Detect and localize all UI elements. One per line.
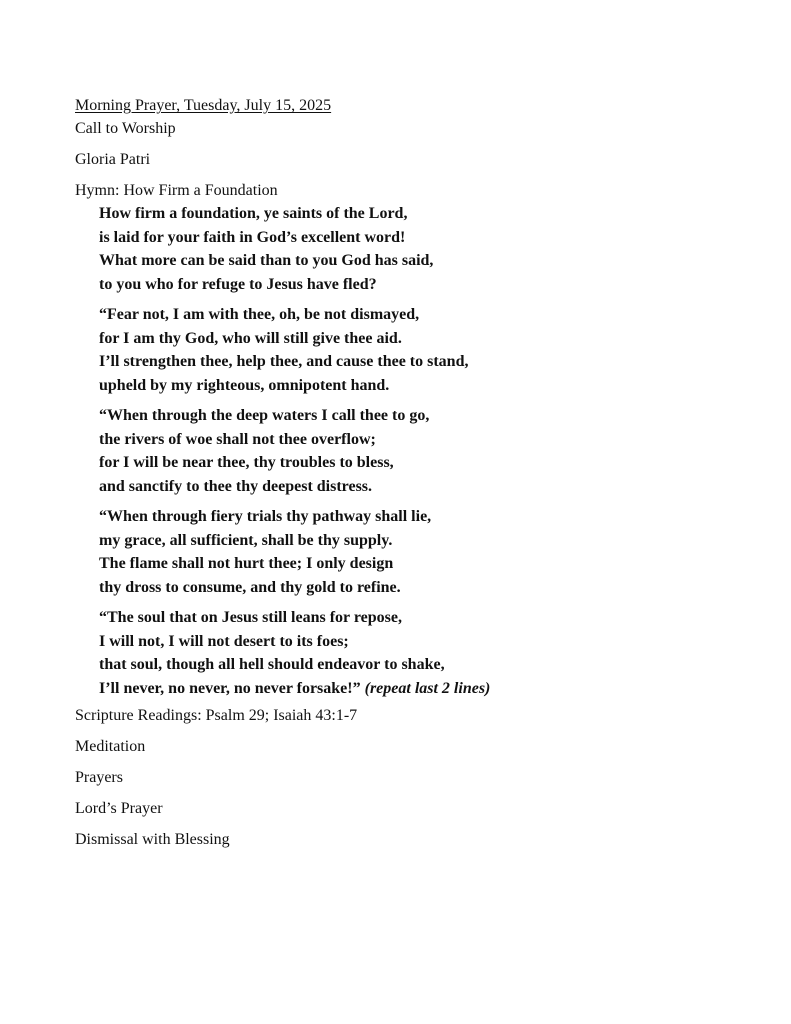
verse-last-line <box>99 677 755 701</box>
page-title: Morning Prayer, Tuesday, July 15, 2025 <box>75 97 332 114</box>
order-of-worship <box>75 94 755 851</box>
item-lords-prayer: Lord’s Prayer <box>75 800 163 817</box>
verse-line: What more can be said than to you God has said, <box>99 252 434 269</box>
item-dismissal: Dismissal with Blessing <box>75 831 230 848</box>
verse-line: the rivers of woe shall not thee overflow; <box>99 430 376 448</box>
verse-line: “Fear not, I am with thee, oh, be not dismayed, <box>99 306 420 323</box>
item-gloria-patri: Gloria Patri <box>75 151 151 168</box>
verse-line: is laid for your faith in God’s excellent word! <box>99 228 406 246</box>
item-prayers: Prayers <box>75 769 123 786</box>
verse-5 <box>99 606 755 700</box>
verse-line: “When through the deep waters I call thee to go, <box>99 407 430 424</box>
hymn-heading: Hymn: How Firm a Foundation <box>75 182 278 199</box>
verse-4 <box>99 505 755 599</box>
repeat-note: (repeat last 2 lines) <box>364 679 491 697</box>
item-call-to-worship: Call to Worship <box>75 120 176 137</box>
verse-line: thy dross to consume, and thy gold to refine. <box>99 578 401 596</box>
verse-line: to you who for refuge to Jesus have fled? <box>99 275 377 293</box>
verse-line: for I am thy God, who will still give thee aid. <box>99 329 402 347</box>
verse-3 <box>99 404 755 498</box>
verse-line: for I will be near thee, thy troubles to bless, <box>99 454 394 471</box>
verse-line: I’ll strengthen thee, help thee, and cause thee to stand, <box>99 353 469 370</box>
verse-1 <box>99 202 755 296</box>
verse-line: How firm a foundation, ye saints of the Lord, <box>99 205 408 222</box>
verse-line: “The soul that on Jesus still leans for repose, <box>99 609 402 626</box>
verse-line-text: I’ll never, no never, no never forsake!” <box>99 679 361 697</box>
verse-line: my grace, all sufficient, shall be thy supply. <box>99 531 393 549</box>
hymn-lyrics <box>99 202 755 700</box>
verse-line: The flame shall not hurt thee; I only design <box>99 555 394 572</box>
verse-line: and sanctify to thee thy deepest distress. <box>99 477 373 495</box>
verse-line: upheld by my righteous, omnipotent hand. <box>99 376 390 394</box>
item-meditation: Meditation <box>75 738 146 755</box>
verse-line: “When through fiery trials thy pathway shall lie, <box>99 508 432 525</box>
verse-line: I will not, I will not desert to its foes; <box>99 632 349 650</box>
item-scripture-readings: Scripture Readings: Psalm 29; Isaiah 43:1-7 <box>75 707 358 724</box>
verse-line: that soul, though all hell should endeavor to shake, <box>99 656 445 673</box>
verse-2 <box>99 303 755 397</box>
